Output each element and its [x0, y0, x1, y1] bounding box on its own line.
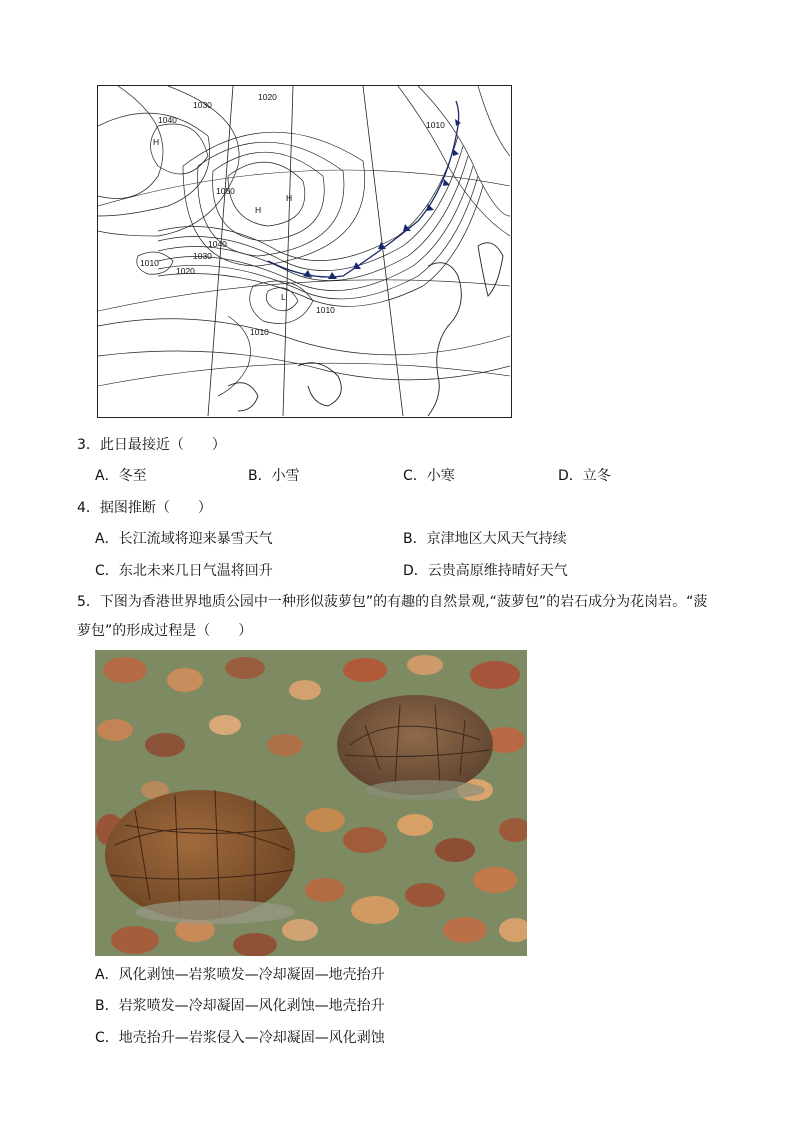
isobar-label: 1010 — [316, 305, 335, 315]
option-letter: D． — [558, 468, 583, 484]
option-text: 岩浆喷发—冷却凝固—风化剥蚀—地壳抬升 — [118, 998, 385, 1014]
option-letter: D． — [403, 563, 428, 579]
option-text: 东北未来几日气温将回升 — [118, 563, 273, 579]
option-text: 小雪 — [271, 468, 300, 484]
option-text: 京津地区大风天气持续 — [426, 531, 567, 547]
option-3d[interactable] — [558, 466, 611, 486]
question-number: 3． — [77, 437, 100, 453]
option-text: 小寒 — [426, 468, 455, 484]
isobar-label: 1040 — [208, 239, 227, 249]
question-5 — [77, 592, 707, 612]
pressure-center-label: L — [281, 292, 286, 302]
isobar-label: 1010 — [426, 120, 445, 130]
option-4d[interactable] — [403, 561, 568, 581]
question-number: 5． — [77, 594, 100, 610]
option-5c[interactable] — [95, 1028, 385, 1048]
pressure-center-label: H — [286, 193, 293, 203]
question-number: 4． — [77, 500, 100, 516]
question-stem-line1: 下图为香港世界地质公园中一种形似菠萝包”的有趣的自然景观,“菠萝包”的岩石成分为花岗岩。“菠 — [99, 594, 708, 610]
isobar-label: 1010 — [250, 327, 269, 337]
option-3c[interactable] — [403, 466, 455, 486]
question-stem: 此日最接近（ ） — [99, 437, 226, 453]
isobar-label: 1020 — [258, 92, 277, 102]
option-3b[interactable] — [248, 466, 300, 486]
option-text: 冬至 — [118, 468, 147, 484]
question-5-line2: 萝包”的形成过程是（ ） — [77, 623, 253, 639]
option-5a[interactable] — [95, 965, 385, 985]
option-letter: A． — [95, 531, 119, 547]
question-3 — [77, 435, 226, 455]
isobar-label: 1030 — [193, 100, 212, 110]
isobar-label: 1030 — [193, 251, 212, 261]
question-stem: 据图推断（ ） — [99, 500, 212, 516]
rock-photo — [95, 650, 527, 956]
pressure-center-label: H — [255, 205, 262, 215]
isobar-label: 1040 — [158, 115, 177, 125]
question-4 — [77, 498, 212, 518]
option-letter: B． — [248, 468, 272, 484]
isobar-label: 1010 — [140, 258, 159, 268]
option-4b[interactable] — [403, 529, 567, 549]
option-5b[interactable] — [95, 996, 385, 1016]
option-letter: C． — [403, 468, 427, 484]
option-text: 立冬 — [582, 468, 611, 484]
option-letter: C． — [95, 1030, 119, 1046]
option-3a[interactable] — [95, 466, 147, 486]
isobar-chart — [98, 86, 510, 416]
option-letter: C． — [95, 563, 119, 579]
option-letter: A． — [95, 967, 119, 983]
isobar-label: 1050 — [216, 186, 235, 196]
isobar-label: 1020 — [176, 266, 195, 276]
option-letter: B． — [403, 531, 427, 547]
pressure-center-label: H — [153, 137, 160, 147]
option-text: 长江流域将迎来暴雪天气 — [118, 531, 273, 547]
option-4c[interactable] — [95, 561, 273, 581]
weather-map — [97, 85, 512, 418]
option-letter: A． — [95, 468, 119, 484]
option-text: 云贵高原维持晴好天气 — [427, 563, 568, 579]
option-text: 风化剥蚀—岩浆喷发—冷却凝固—地壳抬升 — [118, 967, 385, 983]
option-text: 地壳抬升—岩浆侵入—冷却凝固—风化剥蚀 — [118, 1030, 385, 1046]
option-4a[interactable] — [95, 529, 273, 549]
pineapple-bun-rock-image — [95, 650, 527, 956]
option-letter: B． — [95, 998, 119, 1014]
